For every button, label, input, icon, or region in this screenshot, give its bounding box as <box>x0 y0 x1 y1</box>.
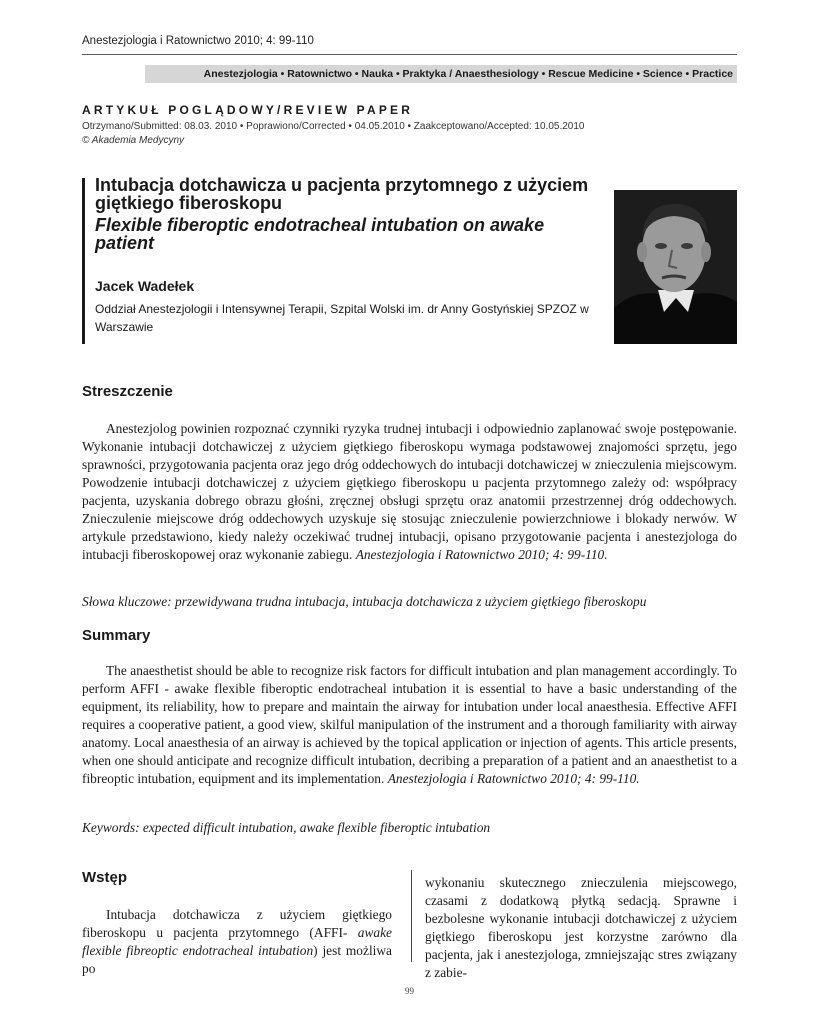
abstract-english-citation: Anestezjologia i Ratownictwo 2010; 4: 99-110. <box>387 771 640 786</box>
article-type: ARTYKUŁ POGLĄDOWY/REVIEW PAPER <box>82 103 414 117</box>
heading-wstep: Wstęp <box>82 869 127 886</box>
title-block <box>95 176 605 336</box>
keywords-english: Keywords: expected difficult intubation, awake flexible fiberoptic intubation <box>82 820 491 835</box>
intro-left-italic: awake flexible fibreoptic endotracheal intubation <box>82 925 392 958</box>
keywords-polish: Słowa kluczowe: przewidywana trudna intubacja, intubacja dotchawicza z użyciem giętkiego fiberoskopu <box>82 594 647 609</box>
header-rule <box>82 54 737 55</box>
abstract-polish <box>82 420 737 564</box>
intro-left-text-1: Intubacja dotchawicza z użyciem giętkiego fiberoskopu u pacjenta przytomnego (AFFI- <box>82 907 392 940</box>
abstract-english <box>82 662 737 788</box>
title-english: Flexible fiberoptic endotracheal intubation on awake patient <box>95 215 545 253</box>
intro-left-text-2: ) jest możliwa po <box>82 943 392 976</box>
page-number: 99 <box>405 986 414 996</box>
submission-dates: Otrzymano/Submitted: 08.03. 2010 • Poprawiono/Corrected • 04.05.2010 • Zaakceptowano/Accepted: 10.05.2010 <box>82 121 585 132</box>
abstract-english-text: The anaesthetist should be able to recognize risk factors for difficult intubation and plan management accordingly. To perform AFFI - awake flexible fiberoptic endotracheal intubation it is essential to have a basic understanding of the equipment, its reliability, how to prepare and maintain the airway for intubation under local anaesthesia. Effective AFFI requires a cooperative patient, a good view, skilful manipulation of the instrument and a thorough familiarity with airway anatomy. Local anaesthesia of an airway is achieved by the topical application or injection of agents. This article presents, when one should anticipate and recognize difficult intubation, decribing a preparation of a patient and an anaesthetist to a fibreoptic intubation, equipment and its implementation. <box>82 663 737 786</box>
author-name: Jacek Wadełek <box>95 278 195 294</box>
author-photo <box>614 190 737 344</box>
title-accent-bar <box>82 178 85 344</box>
intro-left-column <box>82 906 392 978</box>
abstract-polish-text: Anestezjolog powinien rozpoznać czynniki ryzyka trudnej intubacji i odpowiednio zaplanować swoje postępowanie. Wykonanie intubacji dotchawiczej z użyciem giętkiego fiberoskopu wymaga podstawowej znajomości sprzętu, jego sprawności, przygotowania pacjenta oraz jego dróg oddechowych do intubacji dotchawiczej w znieczulenia miejscowym. Powodzenie intubacji dotchawiczej z użyciem giętkiego fiberoskopu u pacjenta przytomnego zależy od: współpracy pacjenta, uzyskania dobrego obrazu głośni, zręcznej obsługi sprzętu oraz anatomii przestrzennej dróg oddechowych. Znieczulenie miejscowe dróg oddechowych uzyskuje się stosując znieczulenie powierzchniowe i blokady nerwów. W artykule przedstawiono, kiedy należy oczekiwać trudnej intubacji, opisano przygotowanie pacjenta i anestezjologa do intubacji fiberoskopowej oraz wykonanie zabiegu. <box>82 421 737 562</box>
journal-header: Anestezjologia i Ratownictwo 2010; 4: 99-110 <box>82 35 314 47</box>
abstract-polish-citation: Anestezjologia i Ratownictwo 2010; 4: 99-110. <box>355 547 608 562</box>
heading-streszczenie: Streszczenie <box>82 383 173 400</box>
column-divider <box>411 870 412 962</box>
intro-right-column: wykonaniu skutecznego znieczulenia miejscowego, czasami z dodatkową płytką sedacją. Sprawne i bezbolesne wykonanie intubacji dotchawiczej z użyciem giętkiego fiberoskopu jest korzystne zarówno dla pacjenta, jak i anestezjologa, zmniejszając stres związany z zabie- <box>425 875 737 980</box>
category-bar: Anestezjologia • Ratownictwo • Nauka • Praktyka / Anaesthesiology • Rescue Medicine • Science • Practice <box>145 65 737 83</box>
author-portrait-image <box>614 190 737 344</box>
publisher: © Akademia Medycyny <box>82 135 185 146</box>
author-affiliation: Oddział Anestezjologii i Intensywnej Terapii, Szpital Wolski im. dr Anny Gostyńskiej SPZOZ w Warszawie <box>95 302 589 334</box>
title-polish: Intubacja dotchawicza u pacjenta przytomnego z użyciem giętkiego fiberoskopu <box>95 175 589 213</box>
heading-summary: Summary <box>82 627 151 644</box>
